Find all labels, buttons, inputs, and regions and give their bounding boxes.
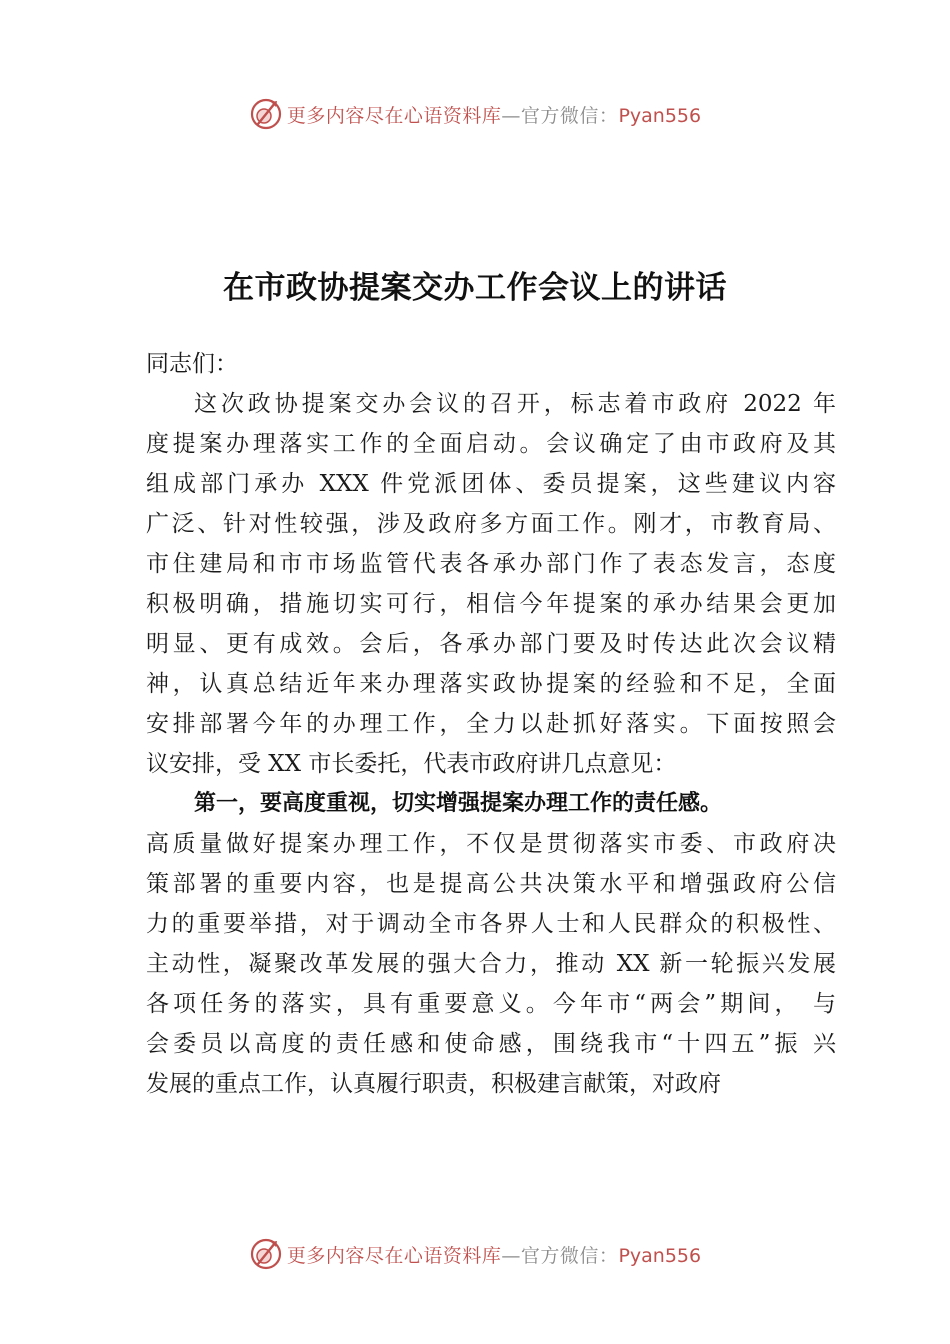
text-line: 安排部署今年的办理工作，全力以赴抓好落实。下面按照会 — [146, 711, 836, 737]
text-line: 度提案办理落实工作的全面启动。会议确定了由市政府及其 — [146, 431, 836, 457]
banner-account: Pyan556 — [618, 1244, 702, 1267]
text-line: 高质量做好提案办理工作，不仅是贯彻落实市委、市政府决 — [146, 831, 836, 857]
text-line: 广泛、针对性较强，涉及政府多方面工作。刚才，市教育局、 — [146, 511, 836, 537]
section-1-heading: 第一，要高度重视，切实增强提案办理工作的责任感。 — [194, 791, 723, 816]
text-line: 发展的重点工作，认真履行职责，积极建言献策，对政府 — [146, 1071, 721, 1097]
footer-banner — [0, 1234, 950, 1274]
document-body — [146, 344, 836, 1104]
text-line: 这次政协提案交办会议的召开，标志着市政府 2022 年 — [194, 391, 836, 417]
page-title: 在市政协提案交办工作会议上的讲话 — [223, 270, 727, 306]
banner-wechat-label: 官方微信： — [520, 1244, 619, 1267]
text-line: 市住建局和市市场监管代表各承办部门作了表态发言，态度 — [146, 551, 836, 577]
text-line: 明显、更有成效。会后，各承办部门要及时传达此次会议精 — [146, 631, 836, 657]
text-line: 力的重要举措，对于调动全市各界人士和人民群众的积极性、 — [146, 911, 836, 937]
banner-main-text: 更多内容尽在心语资料库 — [286, 1244, 502, 1267]
banner-separator: — — [501, 1244, 521, 1267]
text-line: 会委员以高度的责任感和使命感，围绕我市“十四五”振 兴 — [146, 1031, 836, 1057]
text-line: 策部署的重要内容，也是提高公共决策水平和增强政府公信 — [146, 871, 836, 897]
text-line: 神，认真总结近年来办理落实政协提案的经验和不足，全面 — [146, 671, 836, 697]
text-line: 议安排，受 XX 市长委托，代表市政府讲几点意见： — [146, 751, 677, 777]
banner-main-text: 更多内容尽在心语资料库 — [286, 104, 502, 127]
text-line: 主动性，凝聚改革发展的强大合力，推动 XX 新一轮振兴发展 — [146, 951, 836, 977]
text-line: 积极明确，措施切实可行，相信今年提案的承办结果会更加 — [146, 591, 836, 617]
library-logo-icon — [249, 97, 283, 131]
paragraph-2 — [146, 824, 836, 1104]
banner-separator: — — [501, 104, 521, 127]
header-banner — [0, 94, 950, 134]
banner-wechat-label: 官方微信： — [520, 104, 619, 127]
banner-text — [287, 1241, 701, 1268]
library-logo-icon — [249, 1237, 283, 1271]
banner-text — [287, 101, 701, 128]
banner-account: Pyan556 — [618, 104, 702, 127]
paragraph-1 — [146, 384, 836, 784]
text-line: 各项任务的落实，具有重要意义。今年市“两会”期间， 与 — [146, 991, 836, 1017]
text-line: 组成部门承办 XXX 件党派团体、委员提案，这些建议内容 — [146, 471, 836, 497]
greeting: 同志们： — [146, 351, 238, 377]
